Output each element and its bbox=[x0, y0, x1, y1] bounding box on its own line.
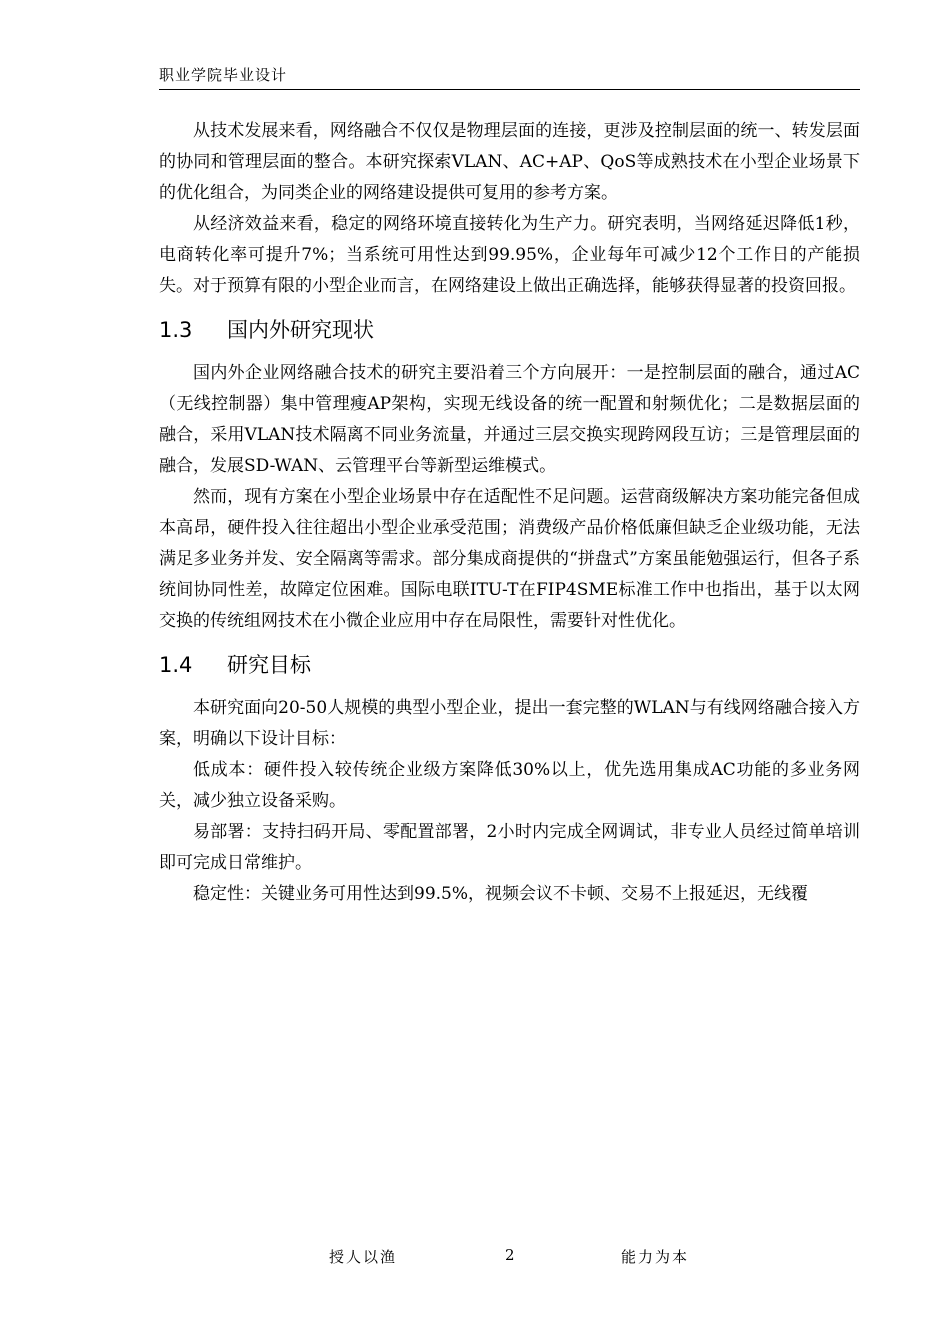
section-heading bbox=[159, 302, 860, 358]
body-paragraph: 国内外企业网络融合技术的研究主要沿着三个方向展开：一是控制层面的融合，通过AC（无线控制器）集中管理瘦AP架构，实现无线设备的统一配置和射频优化；二是数据层面的融合，采用VLAN技术隔离不同业务流量，并通过三层交换实现跨网段互访；三是管理层面的融合，发展SD-WAN、云管理平台等新型运维模式。 bbox=[159, 363, 860, 476]
body-paragraph: 本研究面向20-50人规模的典型小型企业，提出一套完整的WLAN与有线网络融合接入方案，明确以下设计目标： bbox=[159, 698, 860, 749]
body-paragraph: 稳定性：关键业务可用性达到99.5%，视频会议不卡顿、交易不上报延迟，无线覆 bbox=[193, 884, 809, 904]
section-title: 国内外研究现状 bbox=[227, 318, 374, 342]
page-body bbox=[159, 116, 860, 910]
section-number: 1.4 bbox=[159, 653, 193, 677]
footer-right-motto: 能力为本 bbox=[621, 1248, 690, 1266]
body-paragraph: 低成本：硬件投入较传统企业级方案降低30%以上，优先选用集成AC功能的多业务网关，减少独立设备采购。 bbox=[159, 760, 860, 811]
section-number: 1.3 bbox=[159, 318, 193, 342]
body-paragraph: 从经济效益来看，稳定的网络环境直接转化为生产力。研究表明，当网络延迟降低1秒，电商转化率可提升7%；当系统可用性达到99.95%，企业每年可减少12个工作日的产能损失。对于预算有限的小型企业而言，在网络建设上做出正确选择，能够获得显著的投资回报。 bbox=[159, 214, 860, 296]
body-paragraph: 易部署：支持扫码开局、零配置部署，2小时内完成全网调试，非专业人员经过简单培训即可完成日常维护。 bbox=[159, 822, 860, 873]
page-header bbox=[159, 64, 860, 90]
section-heading bbox=[159, 637, 860, 693]
page-number: 2 bbox=[505, 1246, 515, 1264]
header-title: 职业学院毕业设计 bbox=[159, 66, 288, 84]
body-paragraph: 从技术发展来看，网络融合不仅仅是物理层面的连接，更涉及控制层面的统一、转发层面的协同和管理层面的整合。本研究探索VLAN、AC+AP、QoS等成熟技术在小型企业场景下的优化组合，为同类企业的网络建设提供可复用的参考方案。 bbox=[159, 121, 860, 203]
body-paragraph: 然而，现有方案在小型企业场景中存在适配性不足问题。运营商级解决方案功能完备但成本高昂，硬件投入往往超出小型企业承受范围；消费级产品价格低廉但缺乏企业级功能，无法满足多业务并发、安全隔离等需求。部分集成商提供的“拼盘式”方案虽能勉强运行，但各子系统间协同性差，故障定位困难。国际电联ITU-T在FIP4SME标准工作中也指出，基于以太网交换的传统组网技术在小微企业应用中存在局限性，需要针对性优化。 bbox=[159, 487, 860, 631]
footer-left-motto: 授人以渔 bbox=[329, 1248, 398, 1266]
section-title: 研究目标 bbox=[227, 653, 311, 677]
